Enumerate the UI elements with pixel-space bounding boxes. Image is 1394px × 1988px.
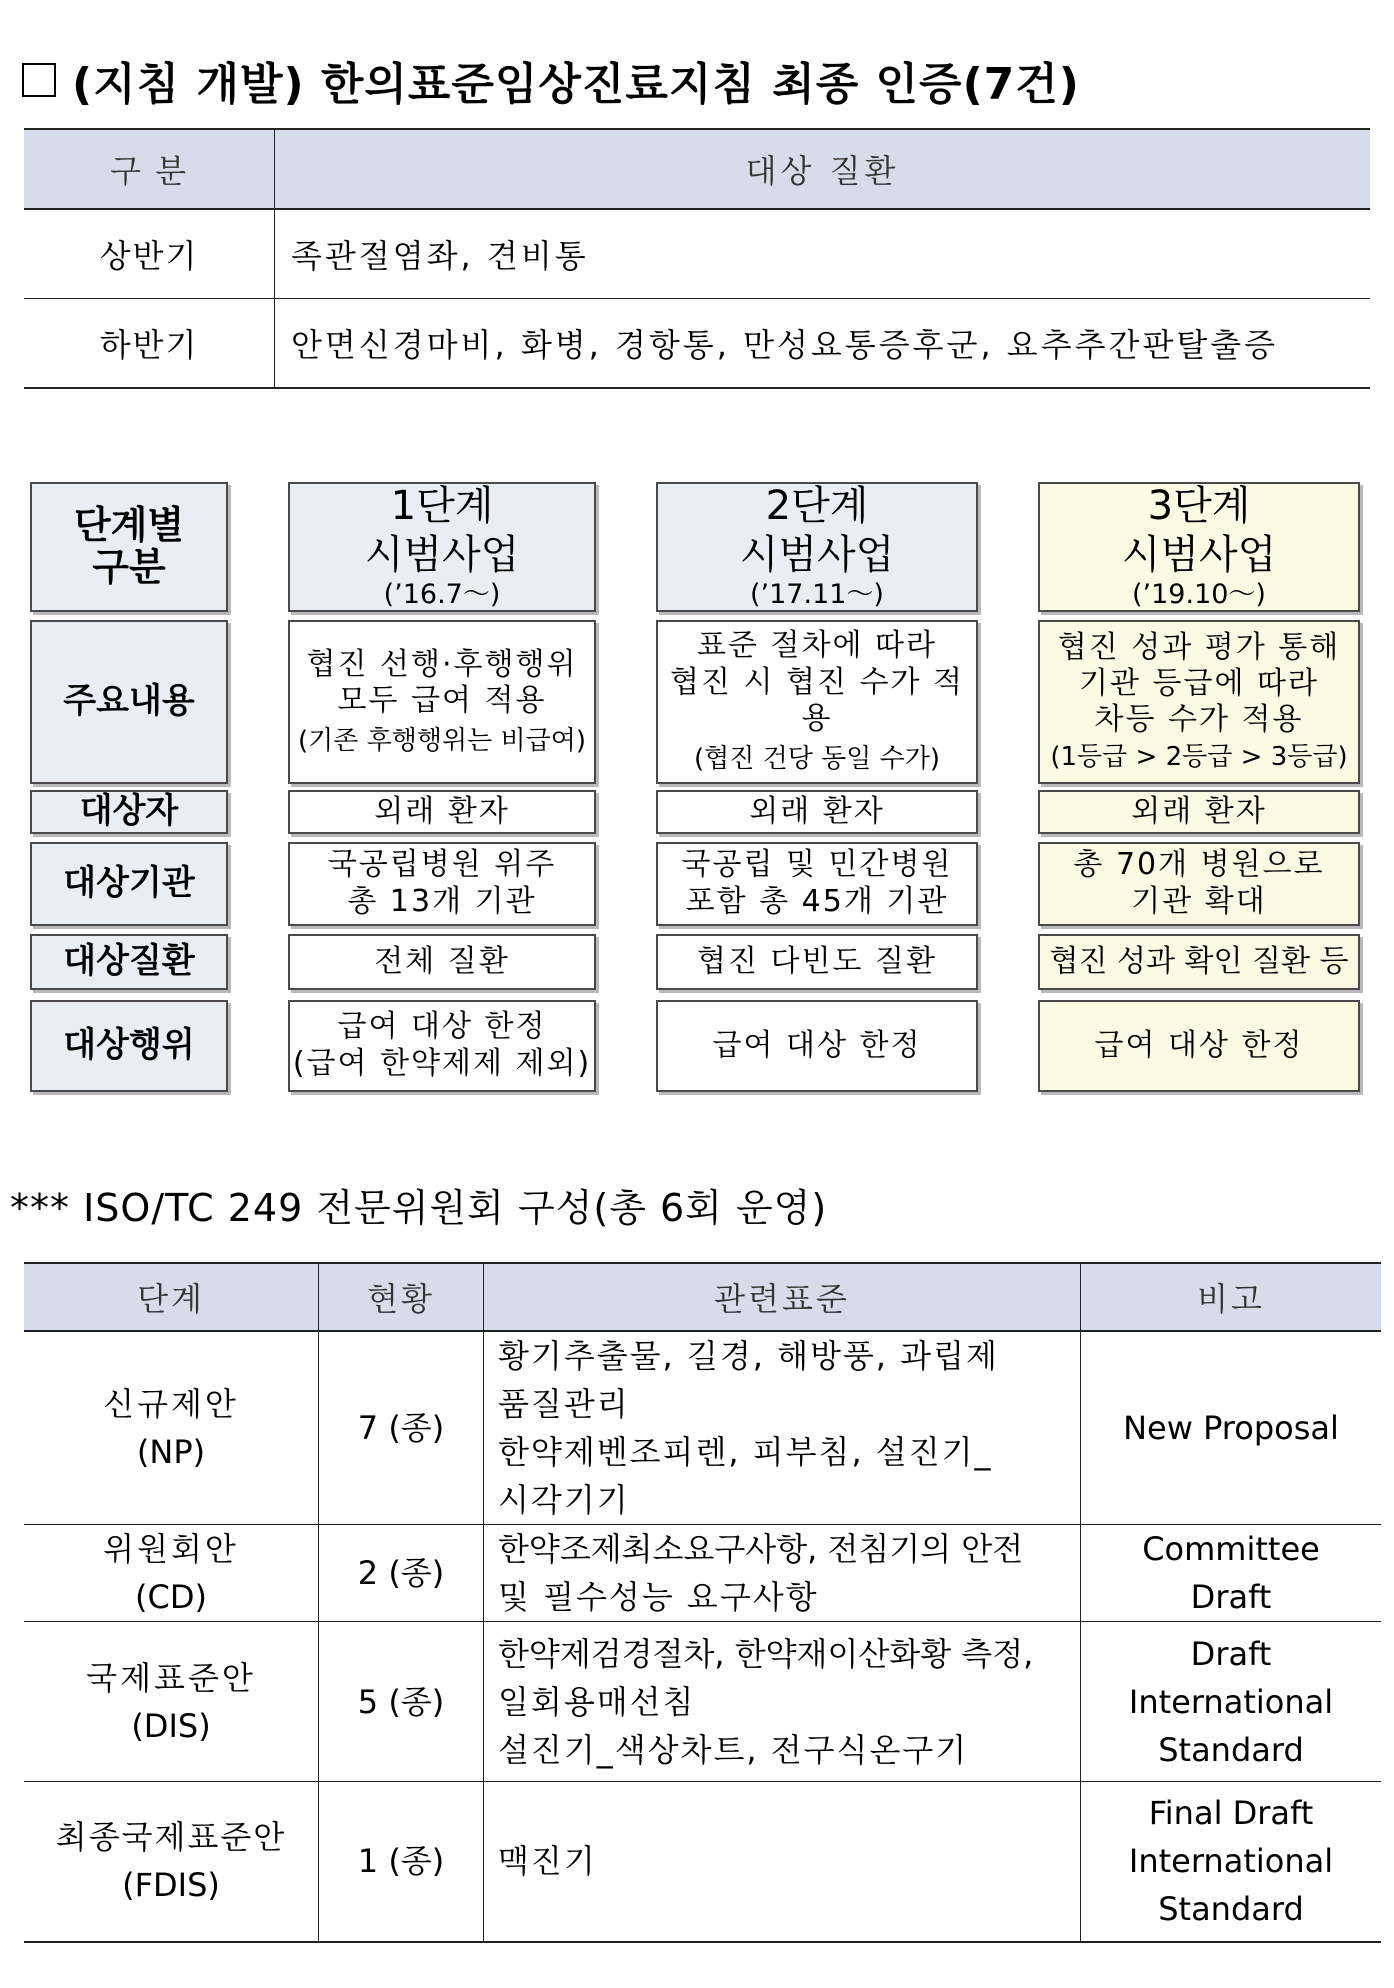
stage2-main-content (656, 620, 978, 784)
stage2-institutions (656, 842, 978, 926)
stage-date: (’17.11～) (750, 579, 884, 611)
stage2-header (656, 482, 978, 612)
note-line: Draft (1190, 1634, 1272, 1673)
stage-name: 최종국제표준안 (55, 1818, 287, 1857)
standard-line: 황기추출물, 길경, 해방풍, 과립제 (498, 1337, 999, 1375)
status-cell: 5 (종) (319, 1622, 484, 1782)
institution-line: 기관 확대 (1131, 884, 1267, 919)
note-line: Committee (1142, 1530, 1320, 1568)
standard-line: 한약제벤조피렌, 피부침, 설진기_ (498, 1433, 993, 1471)
header-standards: 관련표준 (484, 1263, 1081, 1331)
stage3-diseases: 협진 성과 확인 질환 등 (1038, 934, 1360, 990)
acts-line: 급여 대상 한정 (1094, 1027, 1304, 1063)
main-line: 기관 등급에 따라 (1079, 666, 1319, 702)
stage-title-line: 시범사업 (739, 531, 895, 578)
note-cell (1081, 1525, 1382, 1622)
acts-note: (급여 한약제제 제외) (292, 1046, 592, 1081)
acts-line: 급여 대상 한정 (337, 1009, 547, 1045)
stage-corner-label (30, 482, 228, 612)
checkbox-square-icon (22, 63, 56, 97)
institution-line: 총 70개 병원으로 (1073, 847, 1325, 883)
header-note: 비고 (1081, 1263, 1382, 1331)
note-line: International (1128, 1682, 1334, 1721)
standards-cell (484, 1782, 1081, 1942)
iso-standards-table (24, 1262, 1381, 1943)
row-label-main-content: 주요내용 (30, 620, 228, 784)
note-cell (1081, 1622, 1382, 1782)
standards-cell (484, 1622, 1081, 1782)
main-line: 협진 성과 평가 통해 (1057, 630, 1341, 666)
stage1-header (288, 482, 596, 612)
stage2-acts (656, 1000, 978, 1092)
stage1-subjects: 외래 환자 (288, 790, 596, 834)
note-line: New Proposal (1123, 1409, 1339, 1447)
note-line: Draft (1190, 1578, 1272, 1616)
stage-cell (24, 1331, 319, 1525)
stage2-diseases: 협진 다빈도 질환 (656, 934, 978, 990)
table-row (24, 1782, 1381, 1942)
main-line: 표준 절차에 따라 (697, 628, 937, 664)
stage-cell (24, 1782, 319, 1942)
header-category: 구 분 (24, 129, 275, 209)
standard-line: 한약조제최소요구사항, 전침기의 안전 (498, 1530, 1024, 1568)
table-row (24, 209, 1370, 299)
corner-label-line: 구분 (92, 545, 166, 589)
stage-title-line: 3단계 (1147, 482, 1251, 529)
stage-abbrev: (FDIS) (122, 1866, 220, 1905)
stage-title-line: 1단계 (390, 482, 494, 529)
stage1-institutions (288, 842, 596, 926)
stage3-main-content (1038, 620, 1360, 784)
status-cell: 2 (종) (319, 1525, 484, 1622)
stage-abbrev: (DIS) (131, 1706, 211, 1745)
stage3-header (1038, 482, 1360, 612)
header-status: 현황 (319, 1263, 484, 1331)
standard-line: 한약제검경절차, 한약재이산화황 측정, (498, 1634, 1034, 1673)
table-header-row (24, 1263, 1381, 1331)
stage-title-line: 시범사업 (1121, 531, 1277, 578)
institution-line: 국공립 및 민간병원 (681, 847, 953, 883)
row-label-acts: 대상행위 (30, 1000, 228, 1092)
stage1-acts (288, 1000, 596, 1092)
standard-line: 품질관리 (498, 1385, 630, 1423)
note-line: Final Draft (1148, 1794, 1314, 1833)
header-diseases: 대상 질환 (275, 129, 1371, 209)
period-cell: 상반기 (24, 209, 275, 299)
table-row (24, 299, 1370, 389)
corner-label-line: 단계별 (73, 503, 185, 548)
row-label-subjects: 대상자 (30, 790, 228, 834)
diseases-cell: 족관절염좌, 견비통 (275, 209, 1371, 299)
standard-line: 시각기기 (498, 1481, 630, 1519)
standards-cell (484, 1525, 1081, 1622)
main-line: 차등 수가 적용 (1094, 702, 1304, 738)
period-cell: 하반기 (24, 299, 275, 389)
stage2-subjects: 외래 환자 (656, 790, 978, 834)
note-line: Standard (1158, 1890, 1304, 1929)
table-header-row (24, 129, 1370, 209)
standards-cell (484, 1331, 1081, 1525)
stage1-diseases: 전체 질환 (288, 934, 596, 990)
table-row (24, 1525, 1381, 1622)
note-cell (1081, 1331, 1382, 1525)
status-cell: 1 (종) (319, 1782, 484, 1942)
stage3-institutions (1038, 842, 1360, 926)
stage-name: 위원회안 (103, 1530, 239, 1568)
stage3-subjects: 외래 환자 (1038, 790, 1360, 834)
diseases-cell: 안면신경마비, 화병, 경항통, 만성요통증후군, 요추추간판탈출증 (275, 299, 1371, 389)
stage-date: (’19.10～) (1132, 579, 1266, 611)
section-title (22, 50, 1080, 110)
stage-cell (24, 1525, 319, 1622)
acts-line: 급여 대상 한정 (712, 1027, 922, 1063)
stage-cell (24, 1622, 319, 1782)
stage1-main-content (288, 620, 596, 784)
row-label-institutions: 대상기관 (30, 842, 228, 926)
table-row (24, 1331, 1381, 1525)
guideline-table (24, 128, 1370, 389)
stage3-acts (1038, 1000, 1360, 1092)
section-title-text: (지침 개발) 한의표준임상진료지침 최종 인증(7건) (72, 59, 1080, 110)
stage-title-line: 2단계 (765, 482, 869, 529)
note-line: Standard (1158, 1730, 1304, 1769)
note-line: International (1128, 1842, 1334, 1881)
row-label-diseases: 대상질환 (30, 934, 228, 990)
status-cell: 7 (종) (319, 1331, 484, 1525)
stage-abbrev: (NP) (136, 1433, 206, 1471)
standard-line: 설진기_색상차트, 전구식온구기 (498, 1730, 969, 1769)
institution-line: 총 13개 기관 (347, 884, 537, 919)
stage-name: 신규제안 (103, 1385, 239, 1423)
main-line: 협진 시 협진 수가 적용 (670, 664, 964, 737)
main-line: 협진 선행·후행행위 (306, 646, 578, 682)
main-line: 모두 급여 적용 (337, 683, 547, 719)
standard-line: 맥진기 (498, 1842, 597, 1881)
stage-title-line: 시범사업 (364, 531, 520, 578)
main-note: (1등급 > 2등급 > 3등급) (1050, 742, 1348, 773)
stage-date: (’16.7～) (383, 579, 501, 611)
stage-name: 국제표준안 (86, 1658, 256, 1697)
header-stage: 단계 (24, 1263, 319, 1331)
table-row (24, 1622, 1381, 1782)
iso-section-title: *** ISO/TC 249 전문위원회 구성(총 6회 운영) (10, 1185, 828, 1230)
stage-abbrev: (CD) (135, 1578, 207, 1616)
note-cell (1081, 1782, 1382, 1942)
institution-line: 포함 총 45개 기관 (685, 884, 949, 919)
institution-line: 국공립병원 위주 (327, 847, 557, 883)
main-note: (협진 건당 동일 수가) (693, 744, 940, 775)
standard-line: 및 필수성능 요구사항 (498, 1578, 819, 1616)
standard-line: 일회용매선침 (498, 1682, 696, 1721)
main-note: (기존 후행행위는 비급여) (298, 725, 586, 756)
